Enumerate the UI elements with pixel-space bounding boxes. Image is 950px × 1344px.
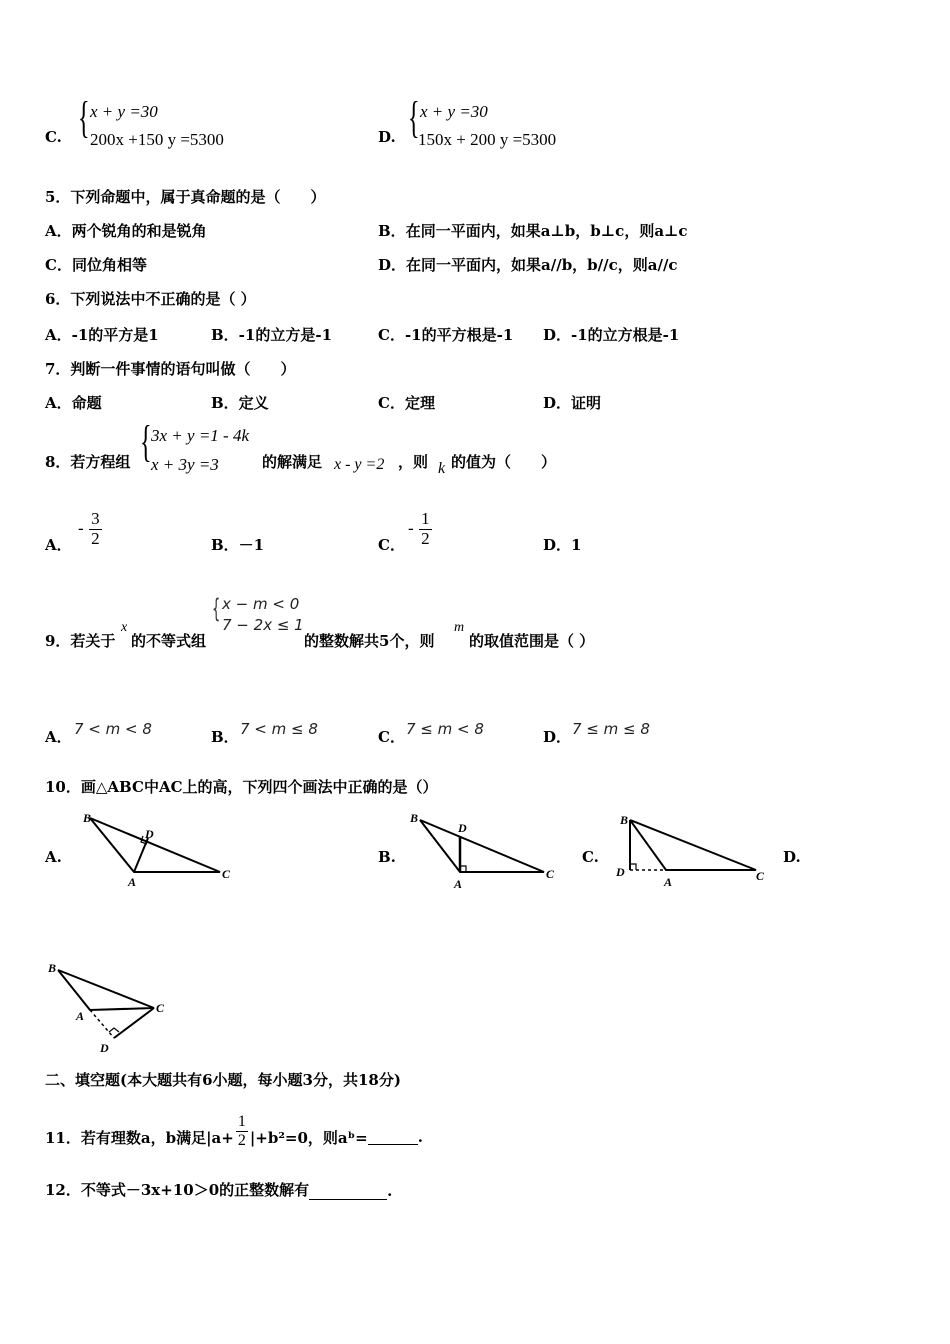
q6-stem: 6．下列说法中不正确的是（ ）	[45, 290, 256, 308]
q9-inequality-1: x − m < 0	[222, 595, 300, 613]
label-b: B	[620, 813, 629, 827]
q7-option-b[interactable]: B．定义	[211, 394, 269, 412]
q12-stem: 12．不等式－3x+10＞0的正整数解有 .	[45, 1181, 393, 1200]
q10-option-b-label[interactable]: B.	[378, 848, 396, 866]
q8-option-a-fraction[interactable]: - $\frac{3}{2}$	[78, 509, 100, 548]
q4-c-equation-2: 200x +150 y =5300	[90, 130, 224, 149]
q9-option-d-label[interactable]: D．	[543, 728, 572, 746]
label-d: D	[145, 827, 154, 841]
label-c: C	[156, 1001, 165, 1015]
q8-option-d[interactable]: D．1	[543, 536, 582, 554]
extension-line	[90, 1010, 114, 1038]
q9-option-c-label[interactable]: C．	[378, 728, 405, 746]
q10-stem: 10．画△ABC中AC上的高，下列四个画法中正确的是（）	[45, 778, 438, 796]
label-a: A	[76, 1009, 85, 1023]
q5-stem: 5．下列命题中，属于真命题的是（ ）	[45, 188, 326, 206]
q11-stem: 11．若有理数a，b满足|a+ $\frac{1}{2}$ |+b²=0，则aᵇ= .	[45, 1113, 423, 1149]
q4-d-equation-2: 150x + 200 y =5300	[418, 130, 557, 149]
q8-option-c-fraction[interactable]: - $\frac{1}{2}$	[408, 509, 430, 548]
q9-stem-suffix: 的取值范围是（ ）	[469, 632, 595, 650]
section-2-heading: 二、填空题(本大题共有6小题，每小题3分，共18分)	[45, 1071, 401, 1089]
q8-stem-prefix: 8．若方程组	[45, 453, 131, 471]
q9-option-b[interactable]: 7 < m ≤ 8	[240, 720, 318, 738]
q8-option-a-label[interactable]: A．	[45, 536, 72, 554]
q5-option-d[interactable]: D．在同一平面内，如果a//b，b//c，则a//c	[378, 256, 678, 274]
label-c: C	[222, 867, 231, 881]
q11-answer-blank[interactable]	[368, 1130, 418, 1145]
q6-option-a[interactable]: A．-1的平方是1	[45, 326, 159, 344]
q8-stem-mid: 的解满足	[262, 453, 323, 471]
q7-option-d[interactable]: D．证明	[543, 394, 602, 412]
q9-stem-prefix: 9．若关于	[45, 632, 116, 650]
q8-brace: {	[140, 417, 152, 466]
triangle-abc	[58, 970, 154, 1010]
q8-stem-suffix: 的值为（ ）	[451, 453, 557, 471]
q10-option-d-label[interactable]: D.	[783, 848, 801, 866]
q5-option-a[interactable]: A．两个锐角的和是锐角	[45, 222, 207, 240]
q8-option-c-label[interactable]: C．	[378, 536, 405, 554]
q4-d-equation-1: x + y =30	[420, 102, 488, 121]
label-b: B	[83, 811, 92, 825]
q8-equation-1: 3x + y =1 - 4k	[151, 426, 249, 445]
q10-figure-d[interactable]	[44, 958, 184, 1058]
q7-option-c[interactable]: C．定理	[378, 394, 435, 412]
q9-option-c[interactable]: 7 ≤ m < 8	[406, 720, 484, 738]
label-d: D	[616, 865, 625, 879]
q6-option-c[interactable]: C．-1的平方根是-1	[378, 326, 514, 344]
q4-option-d-label[interactable]: D.	[378, 128, 396, 146]
q6-option-b[interactable]: B．-1的立方是-1	[211, 326, 333, 344]
label-c: C	[546, 867, 555, 881]
q9-option-a-label[interactable]: A．	[45, 728, 72, 746]
q7-stem: 7．判断一件事情的语句叫做（ ）	[45, 360, 296, 378]
q6-option-d[interactable]: D．-1的立方根是-1	[543, 326, 680, 344]
q11-fraction: $\frac{1}{2}$	[237, 1113, 246, 1149]
label-a: A	[128, 875, 137, 889]
q9-option-b-label[interactable]: B．	[211, 728, 239, 746]
q10-figure-c[interactable]	[612, 808, 772, 890]
label-b: B	[410, 811, 419, 825]
triangle-abc	[420, 820, 544, 872]
q4-c-equation-1: x + y =30	[90, 102, 158, 121]
label-b: B	[48, 961, 57, 975]
q5-option-c[interactable]: C．同位角相等	[45, 256, 147, 274]
q9-inequality-2: 7 − 2x ≤ 1	[222, 616, 304, 634]
triangle-abc	[630, 820, 756, 870]
q4-d-brace: {	[408, 93, 420, 142]
q10-figure-a[interactable]	[78, 808, 238, 890]
label-c: C	[756, 869, 765, 883]
q8-stem-comma: ，则	[398, 453, 429, 471]
label-d: D	[458, 821, 467, 835]
right-angle-mark	[109, 1028, 119, 1032]
q9-stem-mid1: 的不等式组	[131, 632, 207, 650]
q10-option-a-label[interactable]: A.	[45, 848, 62, 866]
q9-var-m: m	[454, 620, 465, 635]
q8-equation-2: x + 3y =3	[151, 455, 219, 474]
q9-option-d[interactable]: 7 ≤ m ≤ 8	[572, 720, 650, 738]
q9-stem-mid2: 的整数解共5个，则	[304, 632, 435, 650]
q8-condition: x - y =2	[334, 456, 385, 473]
label-d: D	[100, 1041, 109, 1055]
q4-c-brace: {	[78, 93, 90, 142]
label-a: A	[664, 875, 673, 889]
q8-option-b[interactable]: B．－1	[211, 536, 265, 554]
q9-option-a[interactable]: 7 < m < 8	[74, 720, 152, 738]
altitude-line	[114, 1008, 154, 1038]
q5-option-b[interactable]: B．在同一平面内，如果a⊥b，b⊥c，则a⊥c	[378, 222, 688, 240]
q9-brace: {	[212, 594, 221, 624]
triangle-abc	[90, 818, 220, 872]
q8-var-k: k	[438, 460, 446, 477]
q7-option-a[interactable]: A．命题	[45, 394, 102, 412]
label-a: A	[454, 877, 463, 890]
q10-option-c-label[interactable]: C.	[582, 848, 599, 866]
q9-var-x: x	[121, 620, 128, 635]
q4-option-c-label[interactable]: C.	[45, 128, 62, 146]
q12-answer-blank[interactable]	[309, 1185, 387, 1200]
q10-figure-b[interactable]	[408, 808, 568, 890]
